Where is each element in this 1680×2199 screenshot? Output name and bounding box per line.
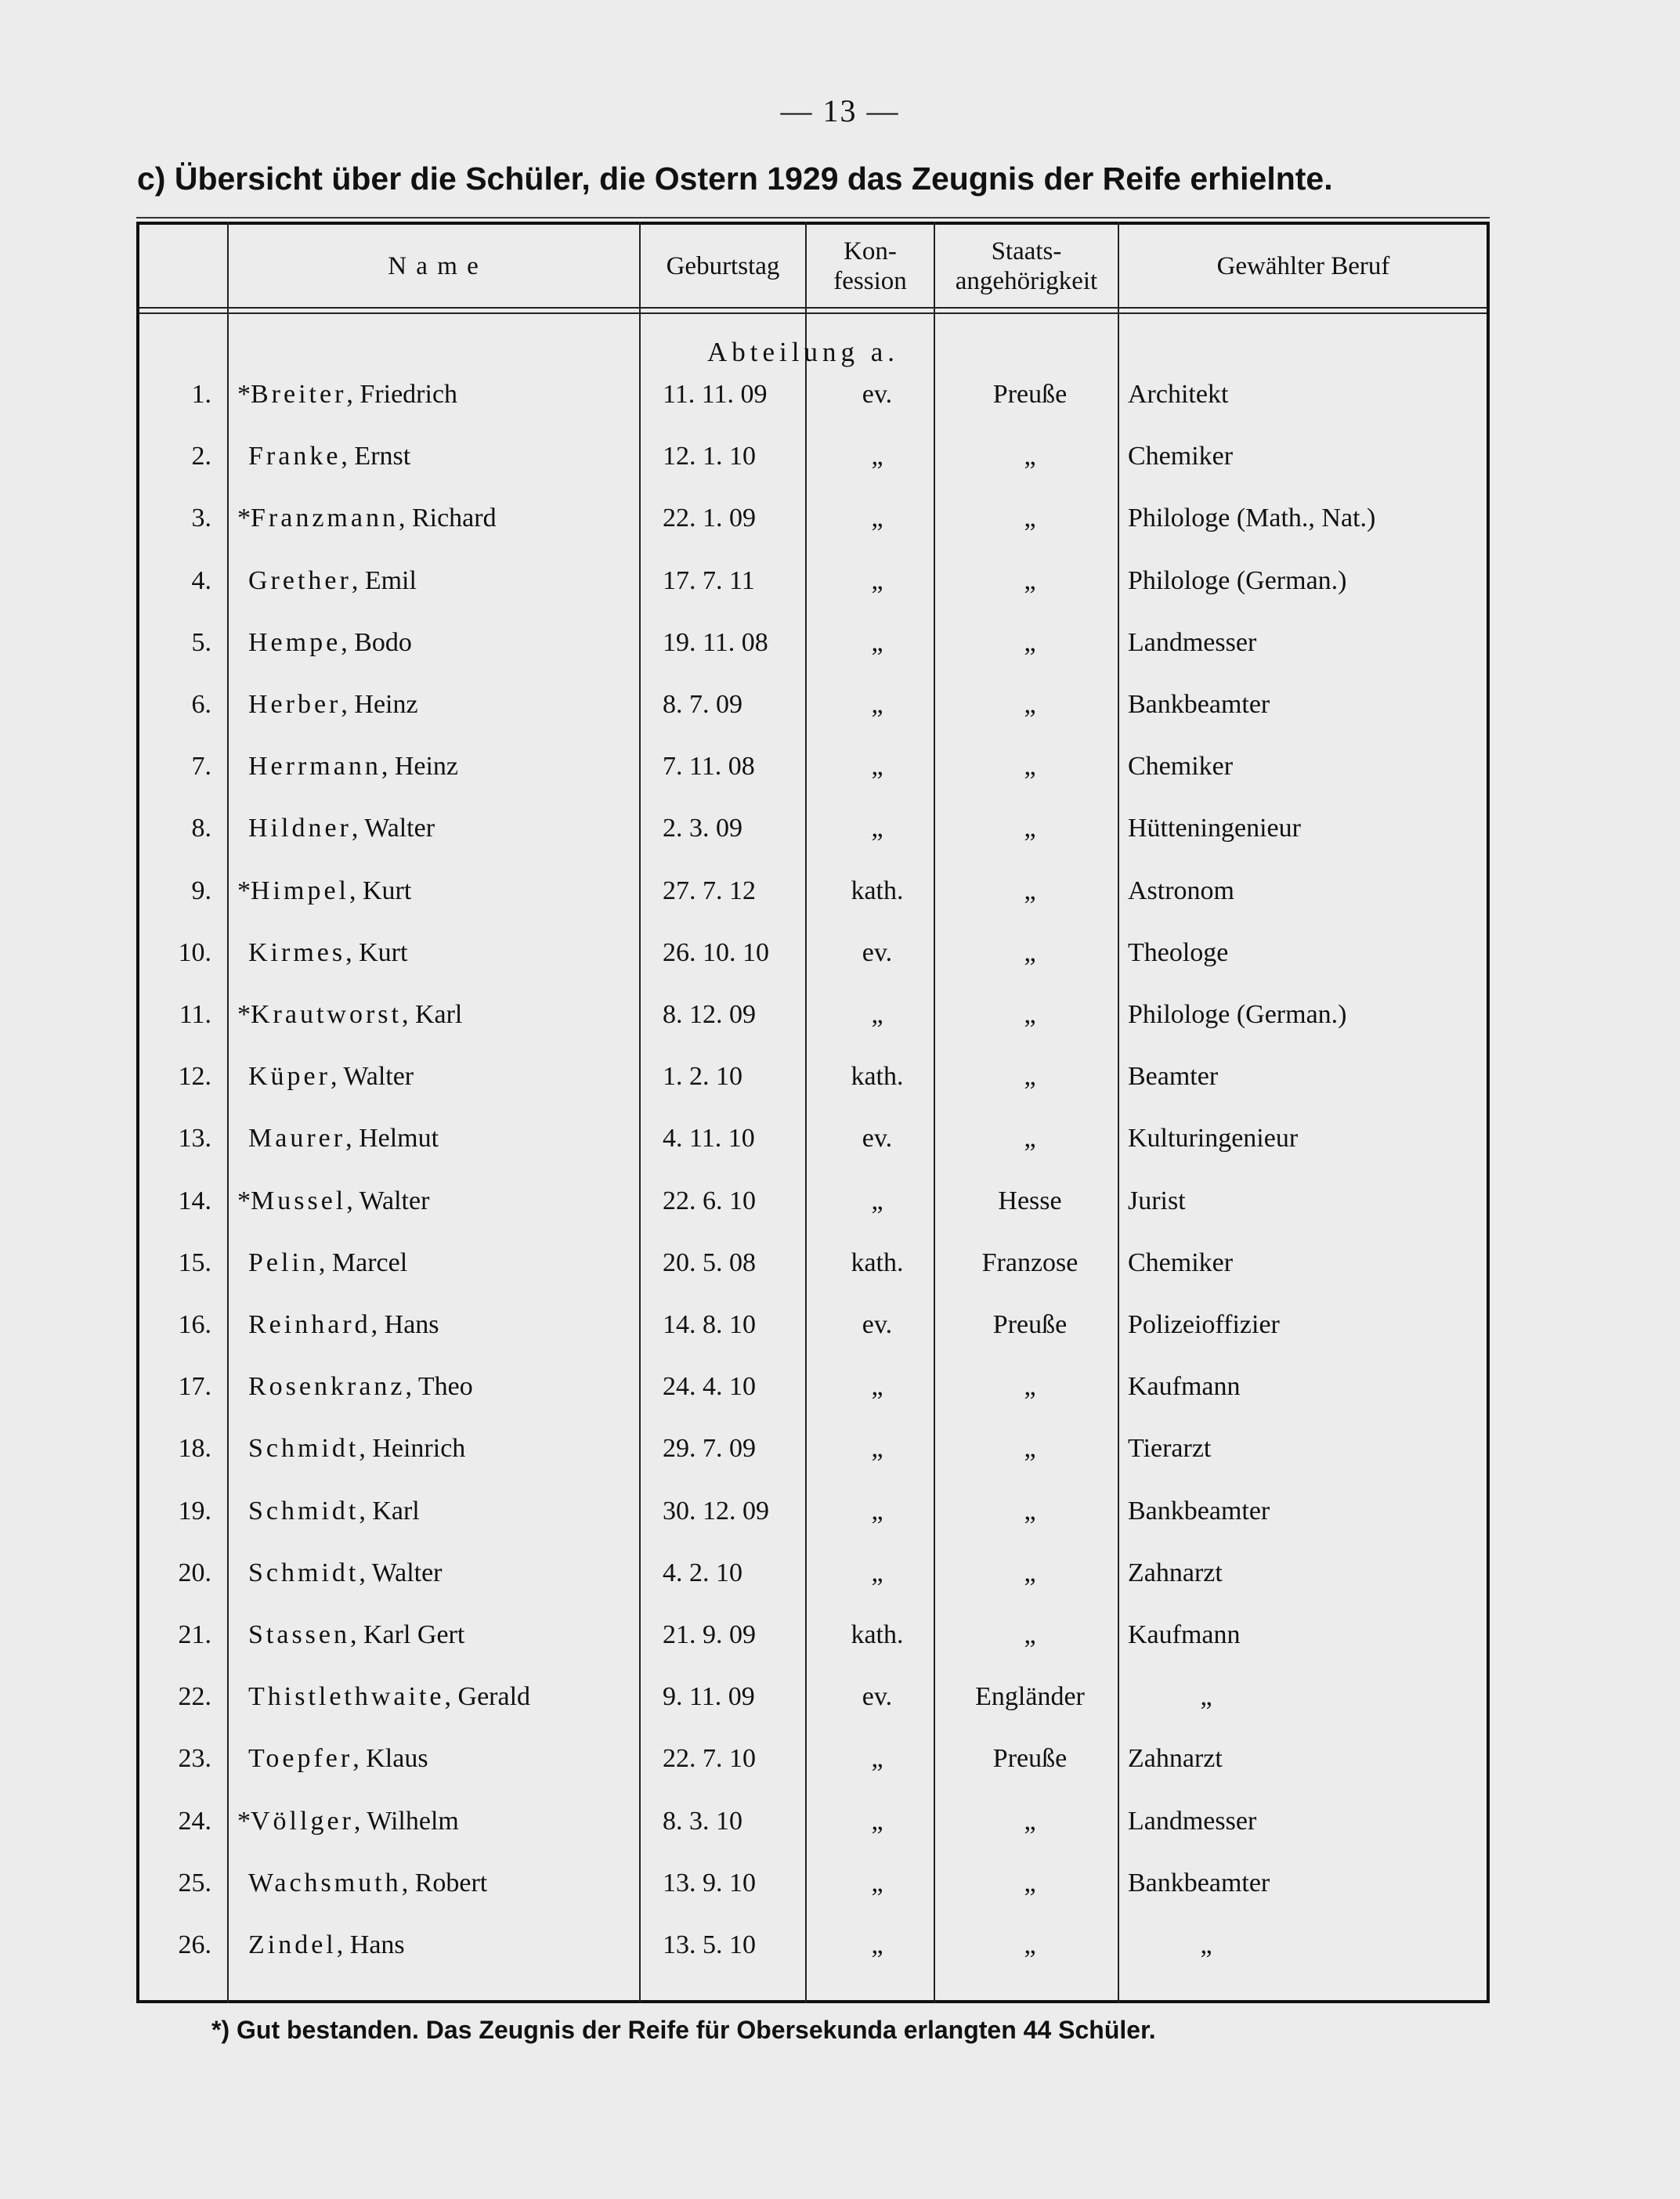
student-name [237,1922,405,1969]
nationality: Franzose [981,1248,1078,1277]
profession: Theologe [1128,938,1229,967]
student-surname: Reinhard [248,1310,371,1339]
student-surname: Schmidt [248,1497,359,1526]
student-name [237,1860,487,1907]
student-given-name: , Theo [405,1372,473,1401]
student-surname: Franke [248,442,341,471]
student-name [237,1302,439,1349]
table-row [0,619,1680,666]
nationality: „ [1024,442,1036,471]
student-surname: Wachsmuth [248,1869,402,1897]
table-row [0,1302,1680,1349]
profession: Philologe (Math., Nat.) [1128,504,1376,533]
row-number: 14. [178,1186,211,1215]
confession: „ [871,1434,883,1463]
student-name [237,681,418,728]
birth-date: 14. 8. 10 [663,1310,756,1339]
student-given-name: , Bodo [341,628,412,657]
confession: „ [871,442,883,471]
nationality: „ [1024,876,1036,905]
profession: „ [1200,1930,1212,1959]
nationality: „ [1024,814,1036,843]
birth-date: 4. 11. 10 [663,1124,755,1153]
student-name [237,805,435,852]
student-given-name: , Karl [359,1497,420,1526]
table-row [0,371,1680,418]
birth-date: 24. 4. 10 [663,1372,756,1401]
student-name [237,1363,473,1410]
student-given-name: , Karl Gert [350,1620,465,1649]
column-header-profession: Gewählter Beruf [1216,251,1390,280]
profession: Kaufmann [1128,1372,1241,1401]
row-number: 7. [191,752,211,781]
distinction-marker: * [237,876,251,905]
birth-date: 9. 11. 09 [663,1682,755,1711]
student-surname: Pelin [248,1248,319,1277]
student-name [237,1240,407,1287]
distinction-marker: * [237,1186,251,1215]
row-number: 5. [191,628,211,657]
confession: „ [871,1807,883,1836]
student-surname: Stassen [248,1620,350,1649]
student-given-name: , Kurt [349,876,412,905]
confession: kath. [851,1248,904,1277]
student-surname: Breiter [251,380,347,409]
confession: „ [871,1930,883,1959]
nationality: „ [1024,504,1036,533]
profession: Beamter [1128,1062,1219,1091]
confession: ev. [862,938,893,967]
nationality: „ [1024,938,1036,967]
birth-date: 27. 7. 12 [663,876,756,905]
column-header-nationality: Staats- angehörigkeit [955,237,1098,295]
nationality: „ [1024,1807,1036,1836]
student-surname: Toepfer [248,1744,353,1773]
student-given-name: , Klaus [352,1744,428,1773]
student-given-name: , Richard [398,504,497,533]
table-row [0,1674,1680,1721]
student-surname: Grether [248,566,352,595]
student-given-name: , Ernst [341,442,411,471]
student-name [237,1550,443,1597]
profession: Philologe (German.) [1128,566,1347,595]
nationality: „ [1024,1930,1036,1959]
table-row [0,495,1680,542]
birth-date: 1. 2. 10 [663,1062,742,1091]
table-row [0,1178,1680,1225]
birth-date: 12. 1. 10 [663,442,756,471]
profession: Tierarzt [1128,1434,1212,1463]
nationality: Preuße [992,380,1068,409]
row-number: 6. [191,690,211,719]
student-given-name: , Emil [351,566,417,595]
student-name [237,1612,464,1659]
student-given-name: , Walter [346,1186,430,1215]
confession: ev. [862,1682,893,1711]
row-number: 19. [178,1497,211,1526]
student-name [237,930,407,977]
row-number: 20. [178,1558,211,1587]
page-number: — 13 — [780,93,900,128]
birth-date: 22. 6. 10 [663,1186,756,1215]
student-name [237,619,412,666]
confession: „ [871,566,883,595]
row-number: 21. [178,1620,211,1649]
student-name [237,1735,428,1782]
row-number: 12. [178,1062,211,1091]
profession: Chemiker [1128,752,1234,781]
confession: „ [871,752,883,781]
birth-date: 2. 3. 09 [663,814,742,843]
student-given-name: , Walter [330,1062,414,1091]
student-name [237,991,462,1038]
birth-date: 19. 11. 08 [663,628,768,657]
birth-date: 17. 7. 11 [663,566,755,595]
nationality: „ [1024,1497,1036,1526]
profession: Kaufmann [1128,1620,1241,1649]
nationality: „ [1024,566,1036,595]
confession: kath. [851,1062,904,1091]
profession: Kulturingenieur [1128,1124,1299,1153]
student-given-name: , Gerald [444,1682,531,1711]
table-row [0,1735,1680,1782]
nationality: „ [1024,1620,1036,1649]
column-header-name: N a m e [388,251,480,280]
student-name [237,495,497,542]
nationality: „ [1024,628,1036,657]
student-surname: Krautworst [251,1000,402,1029]
confession: ev. [862,380,893,409]
confession: „ [871,1869,883,1897]
birth-date: 4. 2. 10 [663,1558,742,1587]
birth-date: 30. 12. 09 [663,1497,769,1526]
nationality: Preuße [992,1744,1068,1773]
student-surname: Hildner [248,814,352,843]
table-row [0,1240,1680,1287]
row-number: 17. [178,1372,211,1401]
confession: ev. [862,1124,893,1153]
confession: „ [871,690,883,719]
distinction-marker: * [237,504,251,533]
profession: Chemiker [1128,442,1234,471]
row-number: 8. [191,814,211,843]
profession: Polizeioffizier [1128,1310,1280,1339]
birth-date: 20. 5. 08 [663,1248,756,1277]
row-number: 13. [178,1124,211,1153]
distinction-marker: * [237,1807,251,1836]
profession: Zahnarzt [1128,1558,1223,1587]
student-name [237,1425,465,1472]
student-surname: Herber [248,690,341,719]
nationality: „ [1024,752,1036,781]
row-number: 24. [178,1807,211,1836]
confession: „ [871,1558,883,1587]
birth-date: 8. 7. 09 [663,690,742,719]
student-name [237,1488,420,1535]
row-number: 2. [191,442,211,471]
distinction-marker: * [237,380,251,409]
student-given-name: , Helmut [345,1124,439,1153]
confession: „ [871,504,883,533]
column-header-birthday: Geburtstag [666,251,780,280]
confession: „ [871,628,883,657]
student-surname: Rosenkranz [248,1372,406,1401]
row-number: 10. [178,938,211,967]
birth-date: 22. 1. 09 [663,504,756,533]
nationality: „ [1024,1000,1036,1029]
confession: „ [871,1000,883,1029]
profession: Landmesser [1128,1807,1257,1836]
student-given-name: , Kurt [345,938,408,967]
birth-date: 7. 11. 08 [663,752,755,781]
header-rule [139,312,1487,314]
table-row [0,1860,1680,1907]
student-given-name: , Marcel [318,1248,408,1277]
student-surname: Kirmes [248,938,346,967]
birth-date: 21. 9. 09 [663,1620,756,1649]
student-given-name: , Karl [401,1000,463,1029]
table-row [0,1550,1680,1597]
student-name [237,1115,439,1162]
nationality: „ [1024,1062,1036,1091]
profession: Bankbeamter [1128,690,1270,719]
birth-date: 26. 10. 10 [663,938,769,967]
confession: „ [871,1372,883,1401]
nationality: „ [1024,690,1036,719]
table-row [0,558,1680,605]
nationality: „ [1024,1558,1036,1587]
row-number: 9. [191,876,211,905]
profession: Philologe (German.) [1128,1000,1347,1029]
row-number: 23. [178,1744,211,1773]
row-number: 18. [178,1434,211,1463]
student-given-name: , Walter [359,1558,443,1587]
birth-date: 13. 5. 10 [663,1930,756,1959]
row-number: 4. [191,566,211,595]
profession: Architekt [1128,380,1229,409]
row-number: 16. [178,1310,211,1339]
student-name [237,868,411,915]
student-given-name: , Heinz [341,690,418,719]
student-surname: Thistlethwaite [248,1682,445,1711]
student-name [237,1798,459,1845]
table-row [0,1115,1680,1162]
student-given-name: , Hans [370,1310,439,1339]
student-given-name: , Walter [351,814,435,843]
student-surname: Schmidt [248,1434,359,1463]
header-rule [139,307,1487,309]
top-rule [136,217,1490,218]
profession: Landmesser [1128,628,1257,657]
student-surname: Himpel [251,876,349,905]
student-given-name: , Heinrich [359,1434,466,1463]
table-row [0,1363,1680,1410]
student-surname: Mussel [251,1186,347,1215]
confession: „ [871,1186,883,1215]
student-given-name: , Hans [336,1930,405,1959]
profession: Jurist [1128,1186,1186,1215]
student-surname: Schmidt [248,1558,359,1587]
table-row [0,433,1680,480]
nationality: „ [1024,1869,1036,1897]
student-given-name: , Robert [401,1869,488,1897]
student-surname: Maurer [248,1124,346,1153]
student-given-name: , Heinz [381,752,459,781]
student-name [237,1053,414,1100]
birth-date: 22. 7. 10 [663,1744,756,1773]
row-number: 11. [179,1000,211,1029]
student-name [237,1674,530,1721]
confession: kath. [851,1620,904,1649]
student-surname: Küper [248,1062,331,1091]
confession: ev. [862,1310,893,1339]
confession: „ [871,814,883,843]
nationality: Preuße [992,1310,1068,1339]
nationality: „ [1024,1124,1036,1153]
table-row [0,1798,1680,1845]
profession: Hütteningenieur [1128,814,1301,843]
page-heading: c) Übersicht über die Schüler, die Ostern 1929 das Zeugnis der Reife erhielnte. [137,161,1333,197]
student-given-name: , Friedrich [346,380,458,409]
table-row [0,1922,1680,1969]
nationality: Hesse [998,1186,1062,1215]
confession: „ [871,1497,883,1526]
profession: „ [1200,1682,1212,1711]
student-surname: Hempe [248,628,341,657]
distinction-marker: * [237,1000,251,1029]
nationality: „ [1024,1372,1036,1401]
profession: Astronom [1128,876,1234,905]
student-name [237,1178,429,1225]
column-header-confession: Kon- fession [833,237,907,295]
student-surname: Franzmann [251,504,399,533]
confession: kath. [851,876,904,905]
table-row [0,991,1680,1038]
nationality: Engländer [975,1682,1085,1711]
table-row [0,1612,1680,1659]
table-row [0,681,1680,728]
student-name [237,371,457,418]
row-number: 15. [178,1248,211,1277]
table-row [0,743,1680,790]
table-row [0,930,1680,977]
profession: Bankbeamter [1128,1869,1270,1897]
student-name [237,558,417,605]
row-number: 26. [178,1930,211,1959]
profession: Chemiker [1128,1248,1234,1277]
row-number: 22. [178,1682,211,1711]
footnote: *) Gut bestanden. Das Zeugnis der Reife für Obersekunda erlangten 44 Schüler. [211,2016,1156,2044]
row-number: 1. [191,380,211,409]
confession: „ [871,1744,883,1773]
birth-date: 8. 3. 10 [663,1807,742,1836]
row-number: 25. [178,1869,211,1897]
table-row [0,868,1680,915]
profession: Bankbeamter [1128,1497,1270,1526]
student-name [237,433,410,480]
student-name [237,743,458,790]
birth-date: 8. 12. 09 [663,1000,756,1029]
birth-date: 29. 7. 09 [663,1434,756,1463]
student-given-name: , Wilhelm [353,1807,459,1836]
table-row [0,1425,1680,1472]
student-surname: Völlger [251,1807,354,1836]
birth-date: 13. 9. 10 [663,1869,756,1897]
table-row [0,1053,1680,1100]
nationality: „ [1024,1434,1036,1463]
profession: Zahnarzt [1128,1744,1223,1773]
row-number: 3. [191,504,211,533]
section-label: Abteilung a. [707,337,900,367]
birth-date: 11. 11. 09 [663,380,768,409]
table-row [0,805,1680,852]
table-row [0,1488,1680,1535]
student-surname: Zindel [248,1930,337,1959]
student-surname: Herrmann [248,752,381,781]
